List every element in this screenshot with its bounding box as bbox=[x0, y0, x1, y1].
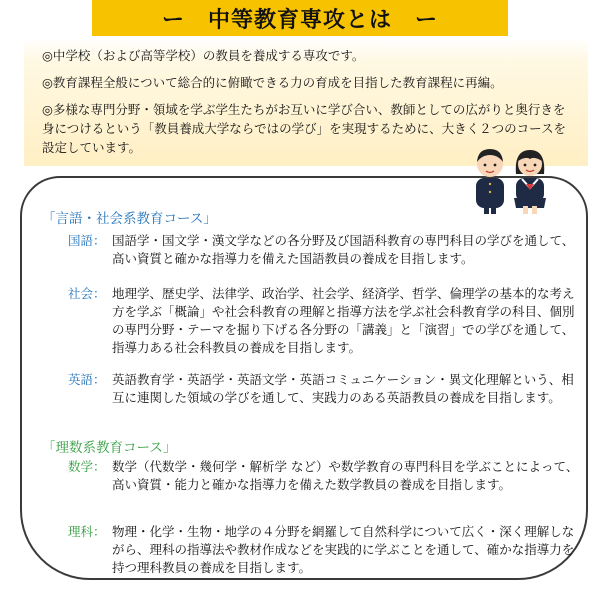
subject-description: 物理・化学・生物・地学の４分野を網羅して自然科学について広く・深く理解しながら、理科の指導法や教材作成などを実践的に学ぶことを通して、確かな指導力を持つ理科教員の養成を目指します。 bbox=[112, 524, 575, 575]
subject-label: 国語： bbox=[68, 233, 106, 248]
subject-row-math bbox=[68, 458, 580, 494]
student-girl-icon bbox=[514, 150, 546, 214]
subject-row-english bbox=[68, 371, 580, 407]
course-title-science-math: 「理数系教育コース」 bbox=[42, 440, 177, 456]
intro-line-1: ◎中学校（および高等学校）の教員を養成する専攻です。 bbox=[42, 48, 365, 63]
subject-description: 国語学・国文学・漢文学などの各分野及び国語科教育の専門科目の学びを通して、高い資質と確かな指導力を備えた国語教員の養成を目指します。 bbox=[112, 233, 575, 266]
subject-label: 数学： bbox=[68, 459, 106, 474]
subject-label: 英語： bbox=[68, 372, 106, 387]
page-title: ー 中等教育専攻とは ー bbox=[92, 0, 508, 36]
subject-label: 理科： bbox=[68, 524, 106, 539]
subject-row-science bbox=[68, 523, 580, 577]
subject-description: 地理学、歴史学、法律学、政治学、社会学、経済学、哲学、倫理学の基本的な考え方を学ぶ「概論」や社会科教育の理解と指導方法を学ぶ社会科教育学の科目、個別の専門分野・テーマを掘り下げる各分野の「講義」と「演習」での学びを通して、指導力ある社会科教員の養成を目指します。 bbox=[112, 286, 575, 355]
subject-label: 社会： bbox=[68, 286, 106, 301]
intro-line-3: ◎多様な専門分野・領域を学ぶ学生たちがお互いに学び合い、教師としての広がりと奥行きを身につけるという「教員養成大学ならではの学び」を実現するために、大きく２つのコースを設定しています。 bbox=[42, 102, 567, 155]
course-title-language-social: 「言語・社会系教育コース」 bbox=[42, 211, 217, 227]
subject-description: 英語教育学・英語学・英語文学・英語コミュニケーション・異文化理解という、相互に連関した領域の学びを通して、実践力のある英語教員の養成を目指します。 bbox=[112, 372, 574, 405]
subject-row-japanese bbox=[68, 232, 580, 268]
subject-description: 数学（代数学・幾何学・解析学 など）や数学教育の専門科目を学ぶことによって、高い資質・能力と確かな指導力を備えた数学教員の養成を目指します。 bbox=[112, 459, 579, 492]
students-illustration bbox=[470, 142, 550, 216]
subject-row-social bbox=[68, 285, 580, 357]
student-boy-icon bbox=[476, 149, 504, 214]
intro-line-2: ◎教育課程全般について総合的に俯瞰できる力の育成を目指した教育課程に再編。 bbox=[42, 75, 503, 90]
